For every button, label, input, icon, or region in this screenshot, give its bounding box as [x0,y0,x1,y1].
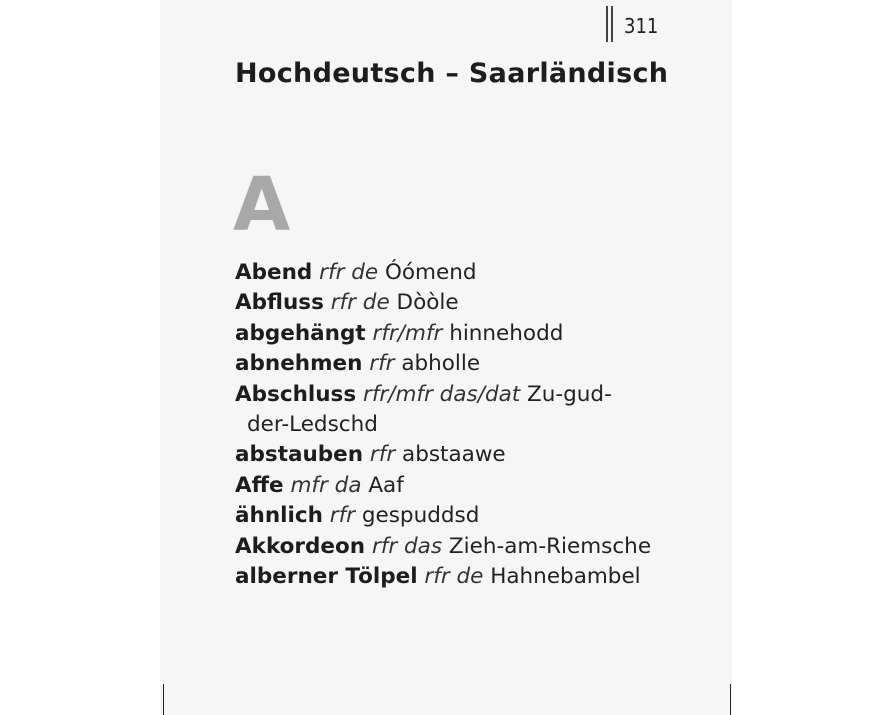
translation: Aaf [368,472,404,498]
headword: Abschluss [235,381,357,407]
grammar-label: rfr [329,503,356,529]
page-number-rule [611,6,613,42]
grammar-label: rfr [369,351,395,377]
dictionary-entry [235,501,675,531]
translation: gespuddsd [361,503,480,529]
dictionary-entry [235,288,675,318]
section-letter: A [233,162,291,248]
headword: Abend [235,260,313,285]
translation: Zieh-am-Riemsche [448,533,652,559]
dictionary-entry [235,471,675,501]
dictionary-entry [235,532,675,562]
headword: abgehängt [235,320,366,346]
grammar-label: rfr das [371,533,443,559]
dictionary-entry [235,319,675,349]
crop-mark-left [163,684,164,715]
dictionary-entry-continuation [235,410,675,440]
grammar-label: mfr da [290,472,362,498]
grammar-label: rfr de [319,260,379,285]
grammar-label: rfr de [330,290,390,316]
headword: Affe [235,472,284,498]
page-number: 311 [624,14,659,38]
dictionary-entry [235,440,675,470]
dictionary-entry [235,380,675,410]
translation: Zu-gud- [527,381,612,407]
translation: Dòòle [396,290,459,316]
grammar-label: rfr de [424,564,484,590]
headword: Akkordeon [235,533,366,559]
grammar-label: rfr/mfr das/dat [363,381,521,407]
dictionary-entries [235,258,675,592]
grammar-label: rfr/mfr [372,320,443,346]
translation: hinnehodd [449,320,564,346]
dictionary-entry [235,349,675,379]
translation: Hahnebambel [490,564,641,590]
translation: Óómend [384,260,477,285]
headword: ähnlich [235,503,323,529]
headword: Abfluss [235,290,324,316]
page-number-rule [606,6,608,42]
translation: abstaawe [402,442,506,468]
page-title: Hochdeutsch – Saarländisch [235,58,669,89]
dictionary-entry [235,258,675,288]
crop-mark-right [730,684,731,715]
headword: abstauben [235,442,364,468]
headword: alberner Tölpel [235,564,418,590]
translation-continuation: der-Ledschd [247,412,378,438]
headword: abnehmen [235,351,363,377]
grammar-label: rfr [369,442,396,468]
translation: abholle [401,351,481,377]
dictionary-entry [235,562,675,592]
